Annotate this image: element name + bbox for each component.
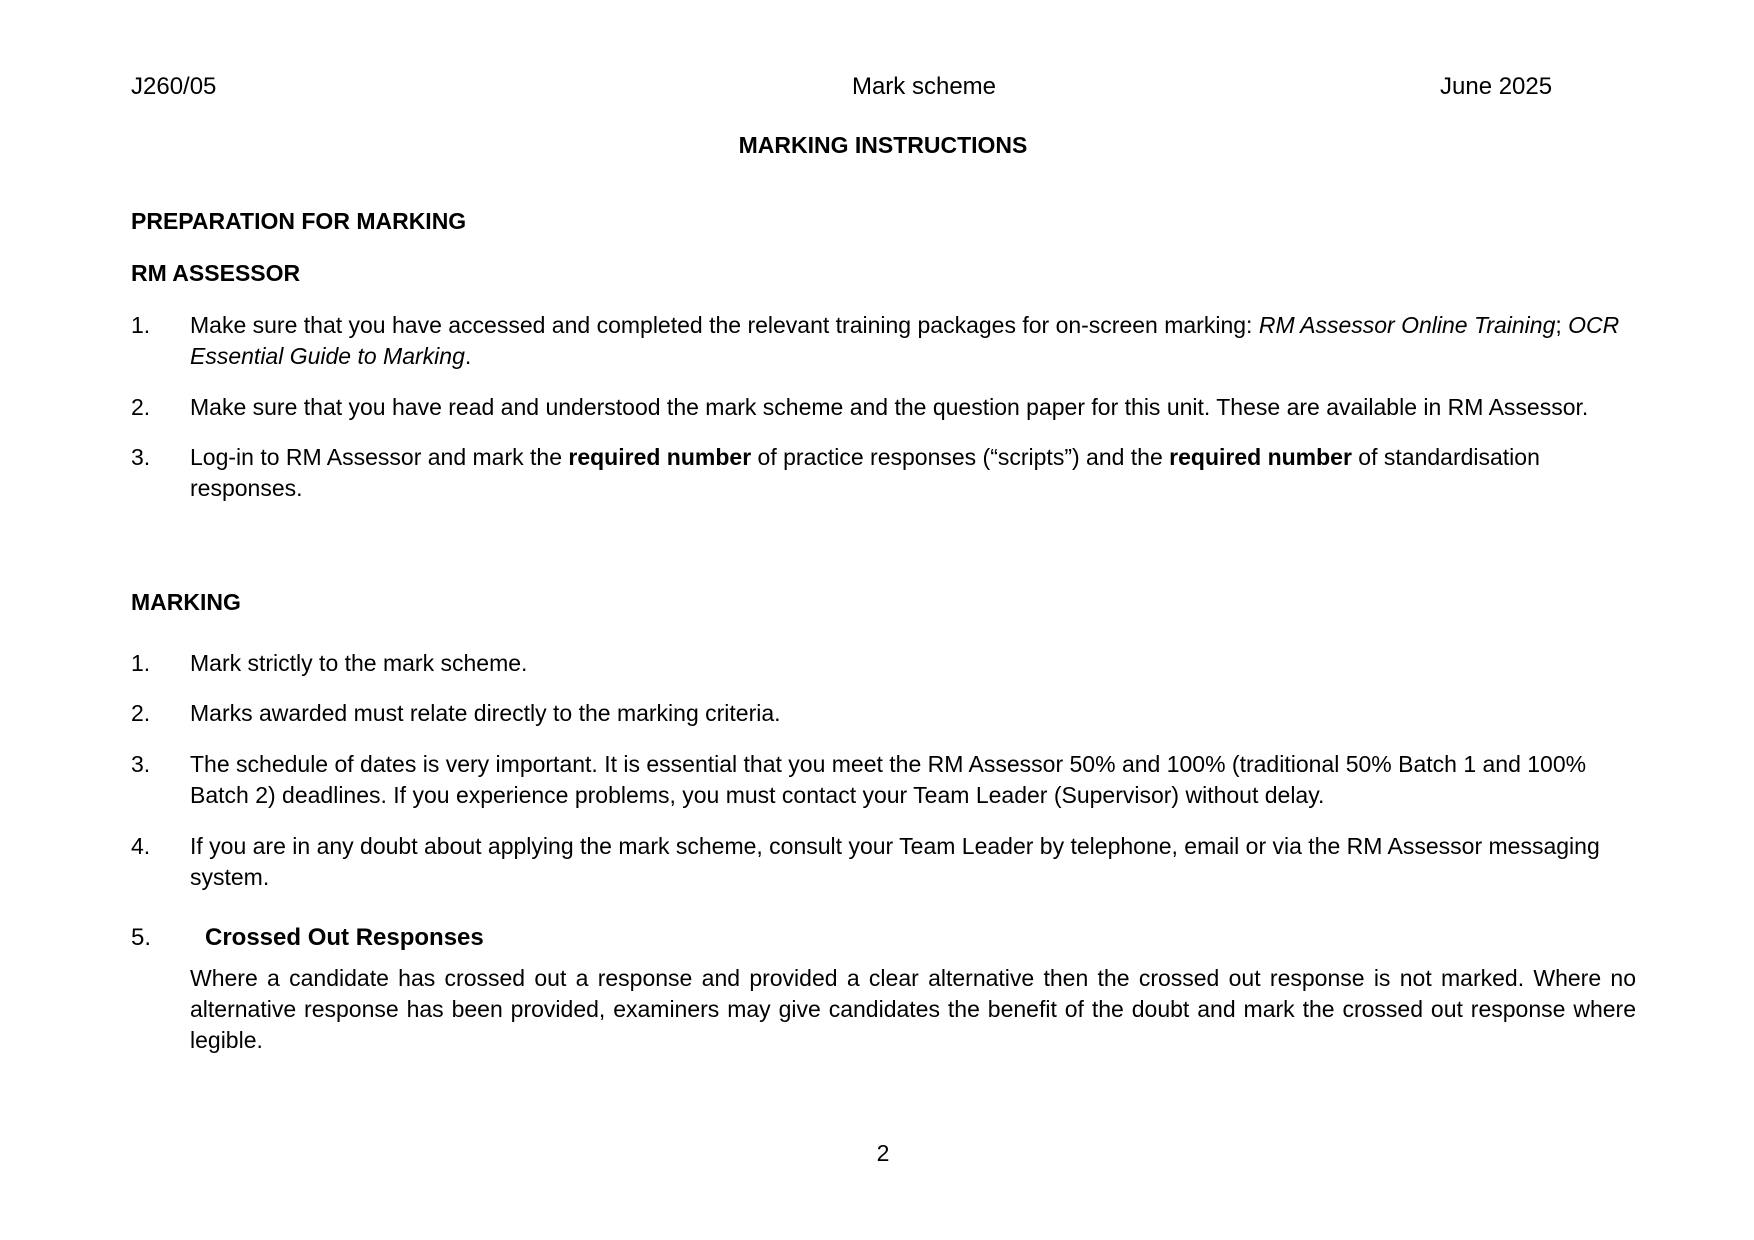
list-number: 3. (131, 751, 151, 777)
list-item-text: Make sure that you have accessed and completed the relevant training packages for on-screen marking: RM Assessor Online Training; OCR Essential Guide to Marking. (190, 312, 1620, 369)
subheading-crossed-out-responses: Crossed Out Responses (205, 924, 484, 951)
list-item-prep-3 (131, 442, 1636, 504)
subheading-rm-assessor: RM ASSESSOR (131, 260, 301, 286)
header-date: June 2025 (1440, 73, 1553, 100)
list-number: 1. (131, 650, 151, 676)
list-number: 3. (131, 444, 151, 470)
list-item-text: If you are in any doubt about applying the mark scheme, consult your Team Leader by telephone, email or via the RM Assessor messaging system. (190, 833, 1600, 890)
list-item-text: Marks awarded must relate directly to the marking criteria. (190, 700, 781, 726)
list-item-text: The schedule of dates is very important. It is essential that you meet the RM Assessor 50% and 100% (traditional 50% Batch 1 and 100% Batch 2) deadlines. If you experience problems, you must contact your Team Leader (Supervisor) without delay. (190, 751, 1587, 808)
list-item-prep-1 (131, 310, 1636, 372)
header-document-type: Mark scheme (851, 73, 997, 100)
header-paper-code: J260/05 (131, 73, 217, 100)
section-heading-marking: MARKING (131, 589, 241, 615)
list-item-text: Make sure that you have read and understood the mark scheme and the question paper for this unit. These are available in RM Assessor. (190, 394, 1589, 420)
page-number: 2 (876, 1140, 890, 1166)
list-item-text: Where a candidate has crossed out a response and provided a clear alternative then the crossed out response is not marked. Where no alternative response has been provided, examiners may give candidates the benefit of the doubt and mark the crossed out response where legible. (190, 965, 1636, 1053)
list-number: 5. (131, 924, 152, 951)
page-title: MARKING INSTRUCTIONS (738, 132, 1028, 158)
list-item-marking-5 (131, 922, 1636, 1056)
list-number: 2. (131, 394, 151, 420)
section-heading-preparation: PREPARATION FOR MARKING (131, 208, 467, 234)
list-item-text: Mark strictly to the mark scheme. (190, 650, 528, 676)
list-number: 1. (131, 312, 151, 338)
list-item-marking-2 (131, 698, 1636, 729)
list-item-marking-1 (131, 648, 1636, 679)
list-item-marking-3 (131, 749, 1636, 811)
list-number: 4. (131, 833, 151, 859)
list-item-prep-2 (131, 392, 1636, 423)
list-number: 2. (131, 700, 151, 726)
list-item-text: Log-in to RM Assessor and mark the required number of practice responses (“scripts”) and the required number of standardisation responses. (190, 444, 1540, 501)
list-item-marking-4 (131, 831, 1636, 893)
